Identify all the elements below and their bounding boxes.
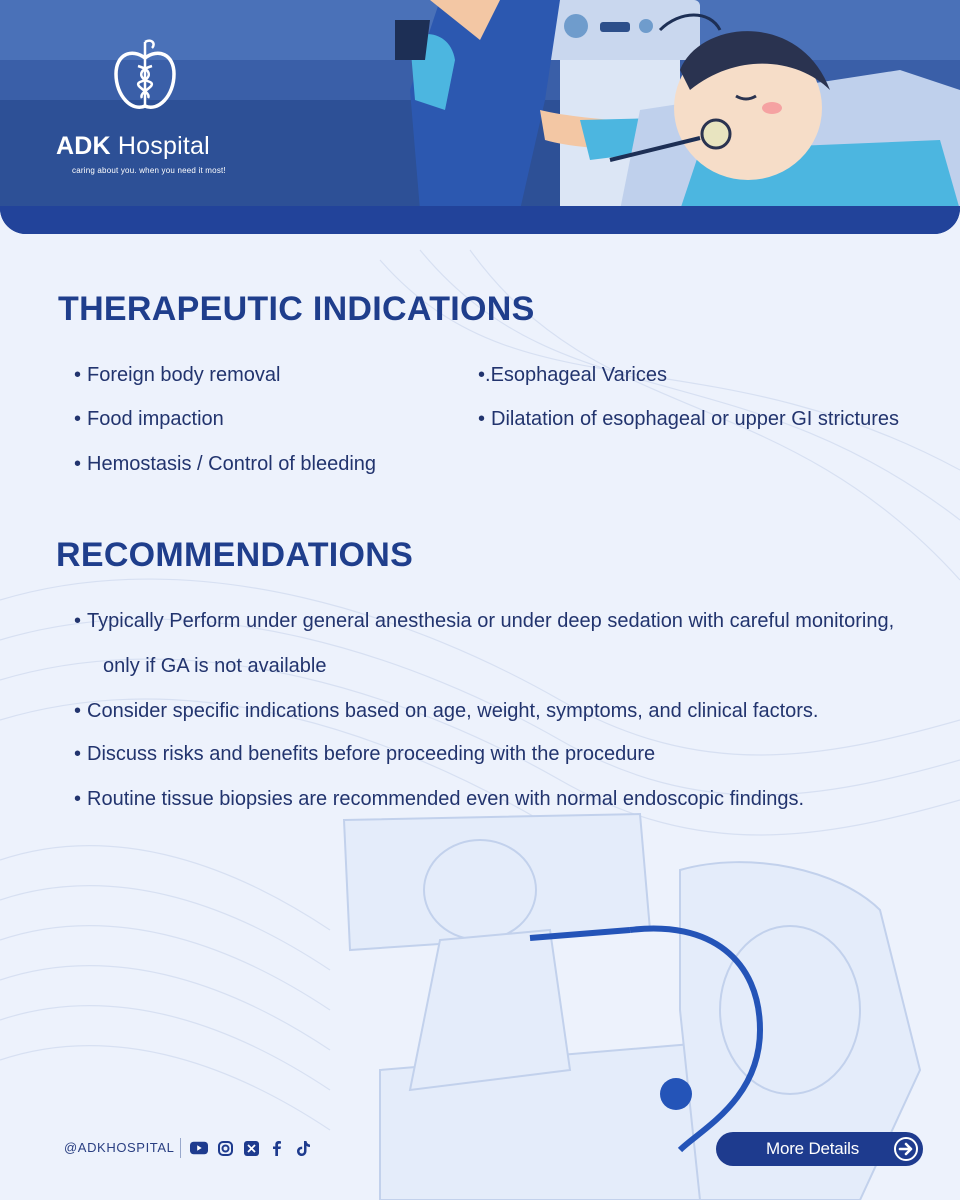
social-icons — [190, 1138, 312, 1158]
social-handle: @ADKHOSPITAL — [64, 1140, 175, 1155]
header-banner — [0, 0, 960, 234]
brand-tagline: caring about you. when you need it most! — [72, 166, 226, 175]
facebook-icon[interactable] — [268, 1139, 286, 1157]
therapeutic-item: • .Esophageal Varices — [478, 364, 667, 387]
recommendation-item: • Typically Perform under general anesthesia or under deep sedation with careful monitoring, — [74, 610, 894, 633]
therapeutic-title: THERAPEUTIC INDICATIONS — [58, 290, 535, 328]
more-details-label: More Details — [766, 1139, 860, 1158]
recommendation-item-continuation: only if GA is not available — [103, 655, 327, 677]
apple-caduceus-icon — [112, 36, 178, 116]
youtube-icon[interactable] — [190, 1139, 208, 1157]
recommendation-item: • Consider specific indications based on age, weight, symptoms, and clinical factors. — [74, 700, 819, 723]
x-icon[interactable] — [242, 1139, 260, 1157]
more-details-button[interactable] — [716, 1132, 923, 1166]
therapeutic-item: • Foreign body removal — [74, 364, 280, 387]
arrow-right-circle-icon — [894, 1137, 918, 1161]
recommendations-title: RECOMMENDATIONS — [56, 536, 414, 574]
brand-name: ADK Hospital — [56, 132, 210, 160]
banner-strip — [0, 206, 960, 234]
tiktok-icon[interactable] — [294, 1139, 312, 1157]
instagram-icon[interactable] — [216, 1139, 234, 1157]
recommendation-item: • Discuss risks and benefits before proceeding with the procedure — [74, 743, 655, 766]
recommendation-item: • Routine tissue biopsies are recommended even with normal endoscopic findings. — [74, 788, 804, 811]
therapeutic-item: • Dilatation of esophageal or upper GI strictures — [478, 408, 899, 431]
footer-divider — [180, 1138, 181, 1158]
therapeutic-item: • Food impaction — [74, 408, 224, 431]
therapeutic-item: • Hemostasis / Control of bleeding — [74, 453, 376, 476]
